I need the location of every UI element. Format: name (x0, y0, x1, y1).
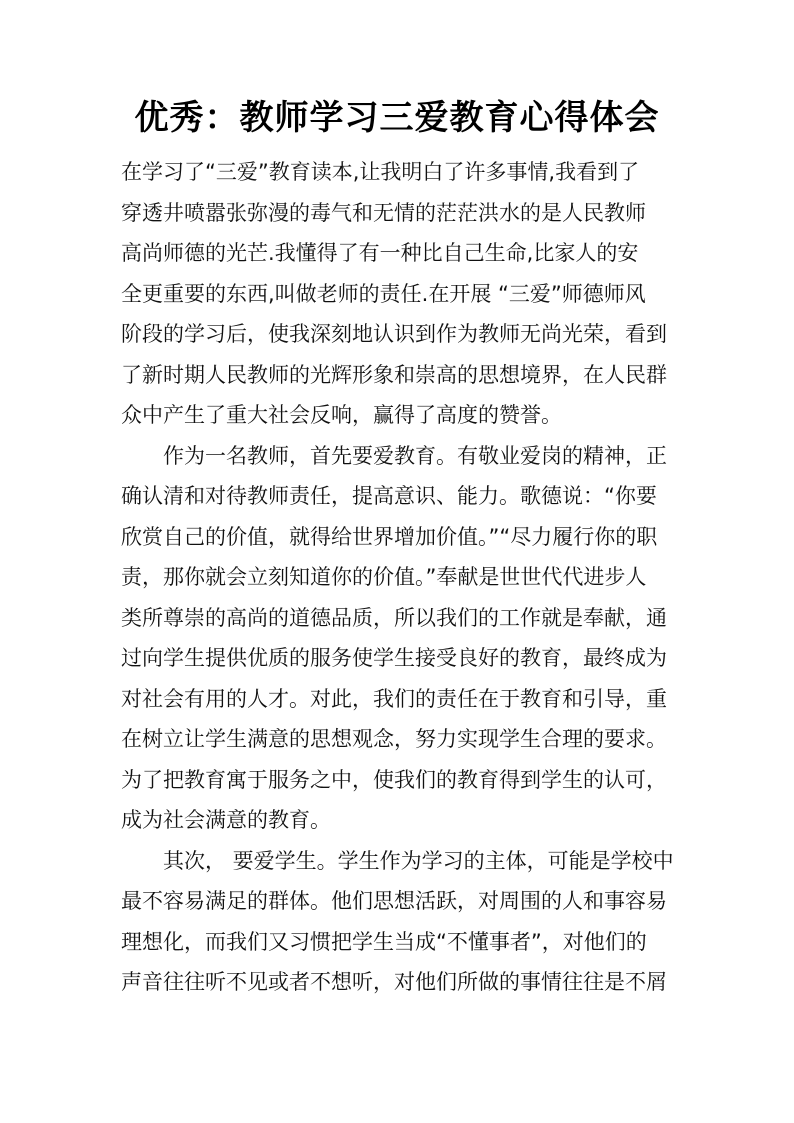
text-line: 穿透井喷嚣张弥漫的毒气和无情的茫茫洪水的是人民教师 (121, 200, 646, 225)
text-line: 众中产生了重大社会反响，赢得了高度的赞誉。 (121, 403, 562, 427)
text-line: 高尚师德的光芒.我懂得了有一种比自己生命,比家人的安 (121, 241, 639, 265)
text-line: 阶段的学习后，使我深刻地认识到作为教师无尚光荣，看到 (121, 322, 667, 346)
text-line: 对社会有用的人才。对此，我们的责任在于教育和引导，重 (121, 686, 667, 711)
text-line: 欣赏自己的价值，就得给世界增加价值。”“尽力履行你的职 (121, 524, 658, 549)
text-line: 了新时期人民教师的光辉形象和崇高的思想境界，在人民群 (121, 362, 667, 387)
text-line: 作为一名教师，首先要爱教育。有敬业爱岗的精神，正 (163, 443, 667, 468)
text-line: 成为社会满意的教育。 (121, 808, 331, 832)
paragraph-1 (121, 152, 677, 436)
text-line: 在学习了“三爱”教育读本,让我明白了许多事情,我看到了 (121, 160, 640, 184)
text-line: 在树立让学生满意的思想观念，努力实现学生合理的要求。 (121, 727, 667, 751)
paragraph-3 (121, 841, 677, 1003)
text-line: 声音往往听不见或者不想听，对他们所做的事情往往是不屑 (121, 970, 667, 994)
text-line: 确认清和对待教师责任，提高意识、能力。歌德说：“你要 (121, 484, 657, 508)
text-line: 为了把教育寓于服务之中，使我们的教育得到学生的认可， (121, 767, 667, 792)
text-line: 过向学生提供优质的服务使学生接受良好的教育，最终成为 (121, 646, 667, 670)
text-line: 其次， 要爱学生。学生作为学习的主体，可能是学校中 (163, 848, 674, 873)
document-body (121, 152, 677, 1003)
paragraph-2 (121, 436, 677, 841)
text-line: 类所尊崇的高尚的道德品质，所以我们的工作就是奉献，通 (121, 605, 667, 630)
text-line: 责，那你就会立刻知道你的价值。”奉献是世世代代进步人 (121, 565, 647, 589)
text-line: 最不容易满足的群体。他们思想活跃，对周围的人和事容易 (121, 889, 667, 913)
document-title: 优秀：教师学习三爱教育心得体会 (134, 98, 660, 138)
text-line: 理想化，而我们又习惯把学生当成“不懂事者”，对他们的 (121, 929, 647, 954)
text-line: 全更重要的东西,叫做老师的责任.在开展 “三爱”师德师风 (121, 281, 646, 306)
